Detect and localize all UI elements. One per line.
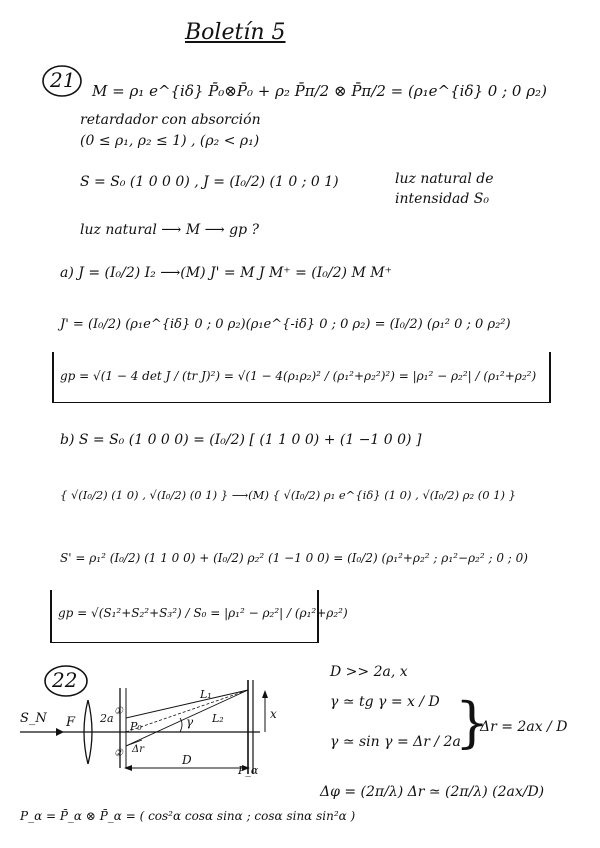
label-polarizer: P₀ bbox=[130, 720, 142, 733]
p21-note-b: intensidad S₀ bbox=[395, 191, 490, 207]
p21-line-1: M = ρ₁ e^{iδ} P̄₀⊗P̄₀ + ρ₂ P̄π/2 ⊗ P̄π/2 = (ρ₁e^{iδ} 0 ; 0 ρ₂) bbox=[92, 82, 547, 100]
p21-line-3: (0 ≤ ρ₁, ρ₂ ≤ 1) , (ρ₂ < ρ₁) bbox=[80, 133, 260, 149]
p22-brace: } bbox=[455, 691, 490, 754]
p21-a-line-1: a) J = (I₀/2) I₂ ⟶(M) J' = M J M⁺ = (I₀/2) M M⁺ bbox=[60, 265, 392, 281]
p21-line-4: S = S₀ (1 0 0 0) , J = (I₀/2) (1 0 ; 0 1) bbox=[80, 174, 339, 190]
p21-a-line-2: J' = (I₀/2) (ρ₁e^{iδ} 0 ; 0 ρ₂)(ρ₁e^{-iδ} 0 ; 0 ρ₂) = (I₀/2) (ρ₁² 0 ; 0 ρ₂²) bbox=[60, 317, 511, 332]
p21-note-a: luz natural de bbox=[395, 171, 494, 187]
label-x: x bbox=[270, 707, 277, 721]
p22-eq-6: P_α = P̄_α ⊗ P̄_α = ( cos²α cosα sinα ; cosα sinα sin²α ) bbox=[20, 809, 356, 823]
p22-eq-5: Δφ = (2π/λ) Δr ≃ (2π/λ) (2ax/D) bbox=[320, 784, 545, 800]
p21-b-line-3: S' = ρ₁² (I₀/2) (1 1 0 0) + (I₀/2) ρ₂² (1 −1 0 0) = (I₀/2) (ρ₁²+ρ₂² ; ρ₁²−ρ₂² ; 0 ; 0) bbox=[60, 551, 528, 565]
p22-eq-1: D >> 2a, x bbox=[330, 664, 408, 680]
p21-a-line-3: gp = √(1 − 4 det J / (tr J)²) = √(1 − 4(ρ₁ρ₂)² / (ρ₁²+ρ₂²)²) = |ρ₁² − ρ₂²| / (ρ₁²+ρ₂²) bbox=[60, 369, 537, 383]
label-L1: L₁ bbox=[200, 688, 212, 701]
label-p2: ② bbox=[114, 748, 123, 759]
label-screen: P_α bbox=[238, 764, 259, 777]
p21-line-5: luz natural ⟶ M ⟶ gp ? bbox=[80, 222, 259, 238]
p22-eq-2: γ ≃ tg γ = x / D bbox=[330, 694, 440, 710]
p21-b-line-2: { √(I₀/2) (1 0) , √(I₀/2) (0 1) } ⟶(M) { √(I₀/2) ρ₁ e^{iδ} (1 0) , √(I₀/2) ρ₂ (0 1) } bbox=[60, 488, 517, 502]
p22-eq-3: γ ≃ sin γ = Δr / 2a bbox=[330, 734, 461, 750]
label-delta-r: Δr bbox=[132, 744, 145, 755]
p21-line-2: retardador con absorción bbox=[80, 112, 261, 128]
label-L2: L₂ bbox=[212, 712, 224, 725]
label-slit: 2a bbox=[100, 712, 114, 725]
label-gamma: γ bbox=[186, 715, 194, 729]
problem-22-number: 22 bbox=[52, 668, 78, 692]
p22-eq-4: Δr = 2ax / D bbox=[480, 719, 568, 735]
label-lens: F bbox=[66, 715, 76, 730]
label-D: D bbox=[182, 753, 192, 767]
p21-b-line-1: b) S = S₀ (1 0 0 0) = (I₀/2) [ (1 1 0 0) + (1 −1 0 0) ] bbox=[60, 432, 422, 448]
problem-21-number: 21 bbox=[50, 68, 76, 92]
label-source: S_N bbox=[20, 711, 47, 726]
label-p1: ① bbox=[114, 706, 123, 717]
double-slit-diagram bbox=[0, 670, 320, 780]
p21-b-line-4: gp = √(S₁²+S₂²+S₃²) / S₀ = |ρ₁² − ρ₂²| / (ρ₁²+ρ₂²) bbox=[58, 606, 348, 620]
page-title: Boletín 5 bbox=[185, 20, 286, 45]
